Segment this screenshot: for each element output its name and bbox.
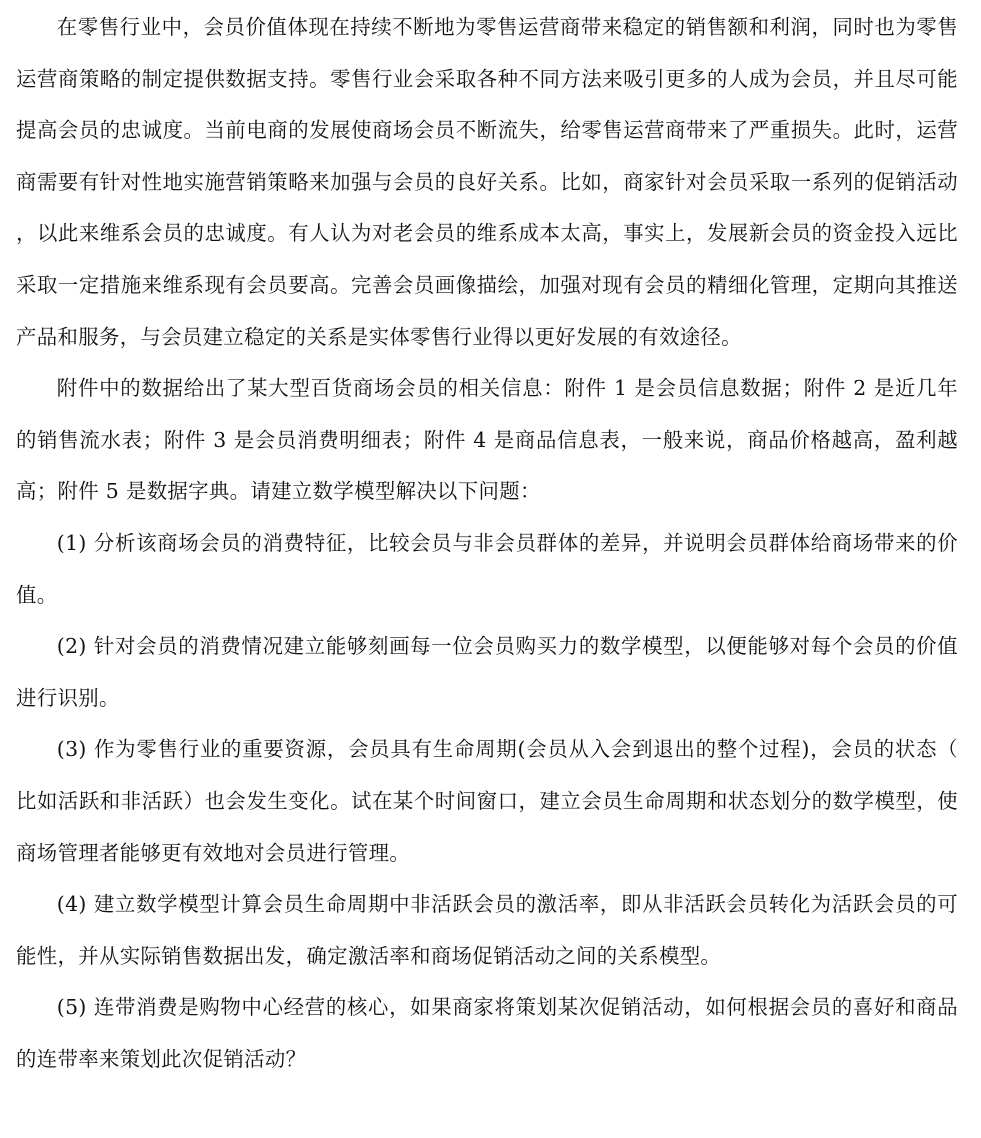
document-body xyxy=(16,0,958,1085)
question-3: (3) 作为零售行业的重要资源，会员具有生命周期(会员从入会到退出的整个过程)，会员的状态（比如活跃和非活跃）也会发生变化。试在某个时间窗口，建立会员生命周期和状态划分的数学模型，使商场管理者能够更有效地对会员进行管理。 xyxy=(16,737,958,865)
attachments-paragraph: 附件中的数据给出了某大型百货商场会员的相关信息：附件 1 是会员信息数据；附件 2 是近几年的销售流水表；附件 3 是会员消费明细表；附件 4 是商品信息表，一般来说，商品价格越高，盈利越高；附件 5 是数据字典。请建立数学模型解决以下问题： xyxy=(16,376,958,504)
question-4: (4) 建立数学模型计算会员生命周期中非活跃会员的激活率，即从非活跃会员转化为活跃会员的可能性，并从实际销售数据出发，确定激活率和商场促销活动之间的关系模型。 xyxy=(16,892,958,968)
question-5: (5) 连带消费是购物中心经营的核心，如果商家将策划某次促销活动，如何根据会员的喜好和商品的连带率来策划此次促销活动？ xyxy=(16,995,958,1071)
question-2: (2) 针对会员的消费情况建立能够刻画每一位会员购买力的数学模型，以便能够对每个会员的价值进行识别。 xyxy=(16,634,958,710)
question-1: (1) 分析该商场会员的消费特征，比较会员与非会员群体的差异，并说明会员群体给商场带来的价值。 xyxy=(16,530,958,607)
intro-paragraph: 在零售行业中，会员价值体现在持续不断地为零售运营商带来稳定的销售额和利润，同时也为零售运营商策略的制定提供数据支持。零售行业会采取各种不同方法来吸引更多的人成为会员，并且尽可能提高会员的忠诚度。当前电商的发展使商场会员不断流失，给零售运营商带来了严重损失。此时，运营商需要有针对性地实施营销策略来加强与会员的良好关系。比如，商家针对会员采取一系列的促销活动，以此来维系会员的忠诚度。有人认为对老会员的维系成本太高，事实上，发展新会员的资金投入远比采取一定措施来维系现有会员要高。完善会员画像描绘，加强对现有会员的精细化管理，定期向其推送产品和服务，与会员建立稳定的关系是实体零售行业得以更好发展的有效途径。 xyxy=(16,15,958,349)
